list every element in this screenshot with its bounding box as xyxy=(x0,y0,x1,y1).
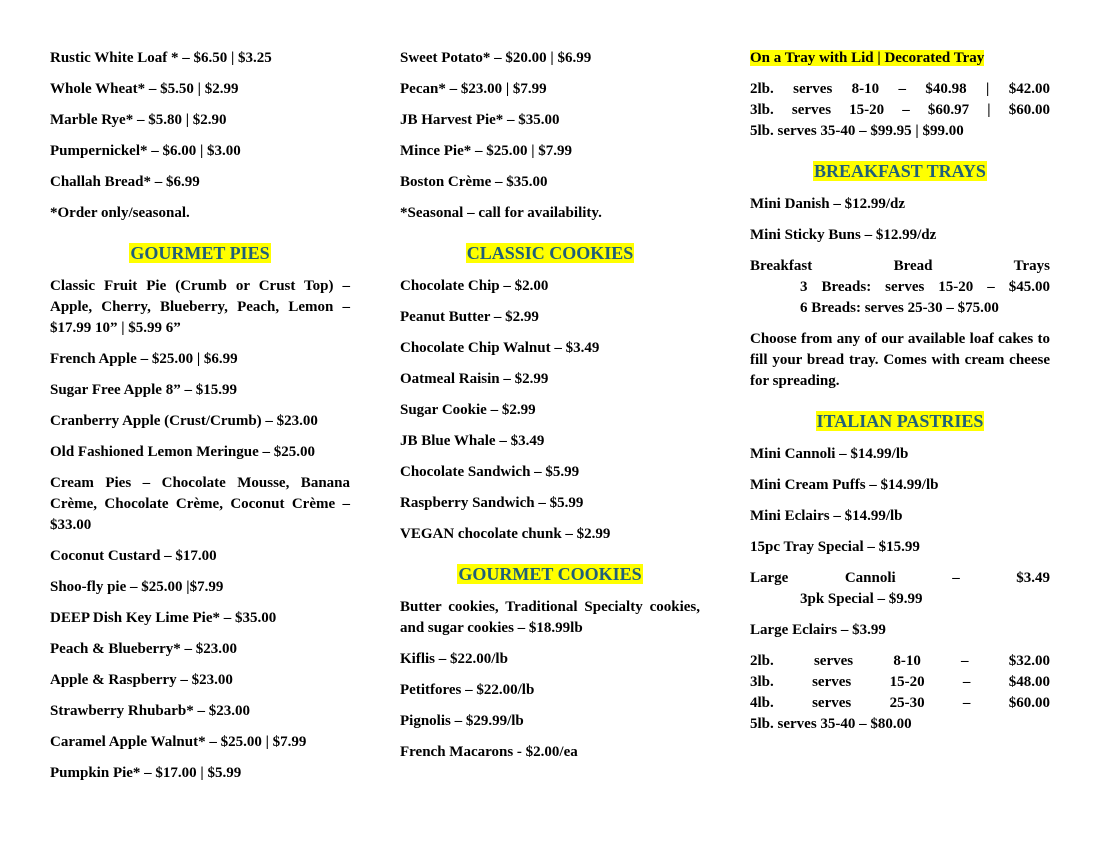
menu-item: Pignolis – $29.99/lb xyxy=(400,713,524,729)
menu-item: Mini Sticky Buns – $12.99/dz xyxy=(750,227,937,243)
menu-item: Caramel Apple Walnut* – $25.00 | $7.99 xyxy=(50,734,307,750)
menu-item: Sugar Free Apple 8” – $15.99 xyxy=(50,382,237,398)
menu-item: Large Cannoli – $3.49 xyxy=(750,570,1050,586)
list-item: 3lb. serves 15-20 – $60.97 | $60.00 xyxy=(750,102,1050,118)
menu-item: Mini Danish – $12.99/dz xyxy=(750,196,906,212)
menu-item: Oatmeal Raisin – $2.99 xyxy=(400,371,549,387)
menu-item: Shoo-fly pie – $25.00 |$7.99 xyxy=(50,579,224,595)
menu-item: Cranberry Apple (Crust/Crumb) – $23.00 xyxy=(50,413,318,429)
menu-item: Kiflis – $22.00/lb xyxy=(400,651,508,667)
menu-item: French Apple – $25.00 | $6.99 xyxy=(50,351,238,367)
menu-item: Mini Eclairs – $14.99/lb xyxy=(750,508,903,524)
menu-item: Raspberry Sandwich – $5.99 xyxy=(400,495,584,511)
menu-item: Pumpernickel* – $6.00 | $3.00 xyxy=(50,143,241,159)
section-heading-italian-pastries: ITALIAN PASTRIES xyxy=(816,411,984,431)
menu-item: Mini Cream Puffs – $14.99/lb xyxy=(750,477,939,493)
menu-item: Pumpkin Pie* – $17.00 | $5.99 xyxy=(50,765,242,781)
menu-item: Chocolate Sandwich – $5.99 xyxy=(400,464,580,480)
list-item: 5lb. serves 35-40 – $80.00 xyxy=(750,716,912,732)
menu-item: DEEP Dish Key Lime Pie* – $35.00 xyxy=(50,610,277,626)
list-item: 5lb. serves 35-40 – $99.95 | $99.00 xyxy=(750,123,964,139)
menu-item: 15pc Tray Special – $15.99 xyxy=(750,539,920,555)
section-note: *Order only/seasonal. xyxy=(50,205,190,221)
section-heading-breakfast-trays: BREAKFAST TRAYS xyxy=(814,161,986,181)
section-heading-gourmet-cookies: GOURMET COOKIES xyxy=(458,564,642,584)
menu-item: Peanut Butter – $2.99 xyxy=(400,309,539,325)
bread-trays-note: Choose from any of our available loaf cakes to fill your bread tray. Comes with cream cheese for spreading. xyxy=(750,331,1050,389)
section-heading-gourmet-pies: GOURMET PIES xyxy=(130,243,270,263)
menu-item: Challah Bread* – $6.99 xyxy=(50,174,200,190)
menu-item: Butter cookies, Traditional Specialty cookies, and sugar cookies – $18.99lb xyxy=(400,599,700,636)
menu-item: French Macarons - $2.00/ea xyxy=(400,744,578,760)
menu-item: Strawberry Rhubarb* – $23.00 xyxy=(50,703,251,719)
menu-item: VEGAN chocolate chunk – $2.99 xyxy=(400,526,611,542)
bread-trays xyxy=(750,256,1050,319)
menu-item: Sugar Cookie – $2.99 xyxy=(400,402,536,418)
list-item: 4lb. serves 25-30 – $60.00 xyxy=(750,695,1050,711)
menu-item: Old Fashioned Lemon Meringue – $25.00 xyxy=(50,444,316,460)
tray-heading: On a Tray with Lid | Decorated Tray xyxy=(750,50,985,66)
section-heading-classic-cookies: CLASSIC COOKIES xyxy=(466,243,634,263)
menu-item: Sweet Potato* – $20.00 | $6.99 xyxy=(400,50,592,66)
menu-item: Mince Pie* – $25.00 | $7.99 xyxy=(400,143,573,159)
list-item: 3 Breads: serves 15-20 – $45.00 xyxy=(800,279,1050,295)
list-item: 2lb. serves 8-10 – $40.98 | $42.00 xyxy=(750,81,1050,97)
tray-price-list xyxy=(750,79,1050,142)
menu-column-3 xyxy=(750,48,1050,745)
menu-item: Chocolate Chip – $2.00 xyxy=(400,278,549,294)
menu-item: JB Harvest Pie* – $35.00 xyxy=(400,112,560,128)
menu-item: Pecan* – $23.00 | $7.99 xyxy=(400,81,547,97)
bread-trays-title: Breakfast Bread Trays xyxy=(750,258,1050,274)
menu-column-2 xyxy=(400,48,700,773)
menu-item: Whole Wheat* – $5.50 | $2.99 xyxy=(50,81,239,97)
large-cannoli xyxy=(750,568,1050,610)
pastry-tray-price-list xyxy=(750,651,1050,735)
menu-item: Mini Cannoli – $14.99/lb xyxy=(750,446,909,462)
menu-item: 3pk Special – $9.99 xyxy=(800,591,923,607)
menu-item: Large Eclairs – $3.99 xyxy=(750,622,886,638)
menu-item: Cream Pies – Chocolate Mousse, Banana Crème, Chocolate Crème, Coconut Crème – $33.00 xyxy=(50,475,350,533)
menu-item: Marble Rye* – $5.80 | $2.90 xyxy=(50,112,227,128)
menu-item: JB Blue Whale – $3.49 xyxy=(400,433,545,449)
list-item: 3lb. serves 15-20 – $48.00 xyxy=(750,674,1050,690)
menu-item: Classic Fruit Pie (Crumb or Crust Top) – Apple, Cherry, Blueberry, Peach, Lemon – $17.99 10” | $5.99 6” xyxy=(50,278,350,336)
menu-column-1 xyxy=(50,48,350,794)
menu-item: Boston Crème – $35.00 xyxy=(400,174,548,190)
menu-item: Petitfores – $22.00/lb xyxy=(400,682,535,698)
section-note: *Seasonal – call for availability. xyxy=(400,205,602,221)
list-item: 2lb. serves 8-10 – $32.00 xyxy=(750,653,1050,669)
menu-item: Peach & Blueberry* – $23.00 xyxy=(50,641,238,657)
menu-item: Rustic White Loaf * – $6.50 | $3.25 xyxy=(50,50,272,66)
list-item: 6 Breads: serves 25-30 – $75.00 xyxy=(800,300,999,316)
menu-item: Apple & Raspberry – $23.00 xyxy=(50,672,233,688)
menu-item: Coconut Custard – $17.00 xyxy=(50,548,217,564)
menu-item: Chocolate Chip Walnut – $3.49 xyxy=(400,340,600,356)
